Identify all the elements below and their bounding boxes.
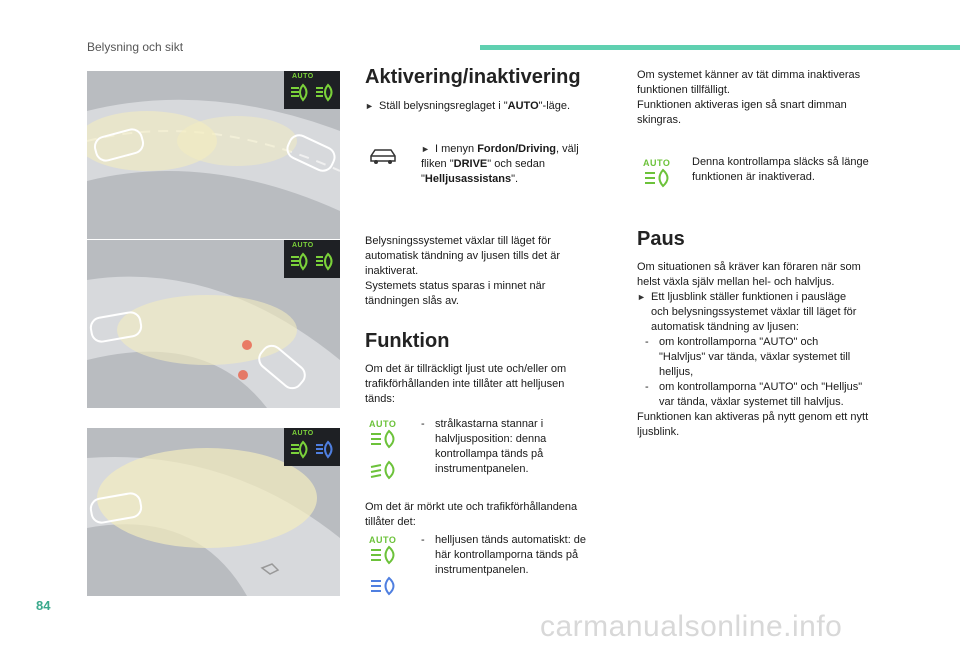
step-arrow-icon: ►	[637, 292, 646, 302]
main-beam-icon	[369, 576, 401, 598]
step-select-auto: ► Ställ belysningsreglaget i "AUTO"-läge.	[365, 100, 571, 112]
indicator-panel	[284, 428, 340, 466]
auto-main-indicators	[369, 535, 401, 598]
header-accent-bar	[480, 45, 960, 50]
heading-pause: Paus	[637, 228, 685, 250]
illustration-road-main-beam	[87, 428, 340, 596]
main-beam-icon	[290, 439, 336, 461]
auto-light-icon	[369, 545, 401, 565]
dipped-beam-icon	[290, 82, 336, 104]
note-indicator-off: Denna kontrollampa släcks så länge funktionen är inaktiverad.	[692, 156, 869, 183]
auto-indicator-label: AUTO	[643, 158, 671, 168]
illustration-road-dipped-beam	[87, 71, 340, 239]
section-title: Belysning och sikt	[87, 40, 184, 54]
paragraph-dark-conditions: Om det är mörkt ute och trafikförhållandena tillåter det:	[365, 501, 578, 528]
heading-activation: Aktivering/inaktivering	[365, 66, 581, 88]
indicator-panel	[284, 240, 340, 278]
auto-dipped-indicators	[369, 419, 401, 482]
paragraph-system-status: Belysningssystemet växlar till läget för automatisk tändning av ljusen tills det är inaktiverat. Systemets status sparas i minnet när tändningen slås av.	[365, 235, 561, 307]
watermark: carmanualsonline.info	[540, 610, 843, 643]
auto-indicator-label: AUTO	[369, 419, 397, 429]
page-number: 84	[36, 598, 51, 613]
auto-indicator-label: AUTO	[369, 535, 397, 545]
illustration-road-oncoming	[87, 240, 340, 408]
dipped-beam-icon	[290, 251, 336, 273]
paragraph-pause: Om situationen så kräver kan föraren när som helst växla själv mellan hel- och halvljus. ► Ett ljusblink ställer funktionen i pausläge och belysningssystemet växlar till läget för automatisk tändning av ljusen: - om kontrollamporna "AUTO" och "Halvljus" var tända, växlar systemet till helljus, - om kontrollamporna "AUTO" och "Helljus" var tända, växlar systemet till halvljus. Funktionen kan aktiveras på nytt genom ett nytt ljusblink.	[637, 261, 869, 438]
step-menu-driving: ► I menyn Fordon/Driving, välj fliken "DRIVE" och sedan "Helljusassistans".	[421, 143, 579, 185]
auto-indicator-label: AUTO	[292, 430, 314, 437]
auto-off-indicator	[643, 158, 675, 193]
step-arrow-icon: ►	[365, 101, 374, 111]
paragraph-bright-conditions: Om det är tillräckligt ljust ute och/eller om trafikförhållanden inte tillåter att helljusen tänds:	[365, 363, 567, 405]
auto-indicator-label: AUTO	[292, 242, 314, 249]
paragraph-fog: Om systemet känner av tät dimma inaktiveras funktionen tillfälligt. Funktionen aktiveras igen så snart dimman skingras.	[637, 69, 861, 126]
step-arrow-icon: ►	[421, 144, 430, 154]
indicator-panel	[284, 71, 340, 109]
auto-light-icon	[643, 168, 675, 188]
car-settings-icon	[368, 147, 398, 167]
item-dipped-beam: - strålkastarna stannar i halvljusposition: denna kontrollampa tänds på instrumentpanelen.	[421, 418, 547, 475]
auto-light-icon	[369, 429, 401, 449]
item-main-beam: - helljusen tänds automatiskt: de här kontrollamporna tänds på instrumentpanelen.	[421, 534, 587, 576]
heading-function: Funktion	[365, 330, 450, 352]
auto-indicator-label: AUTO	[292, 73, 314, 80]
dipped-beam-icon	[369, 460, 401, 482]
